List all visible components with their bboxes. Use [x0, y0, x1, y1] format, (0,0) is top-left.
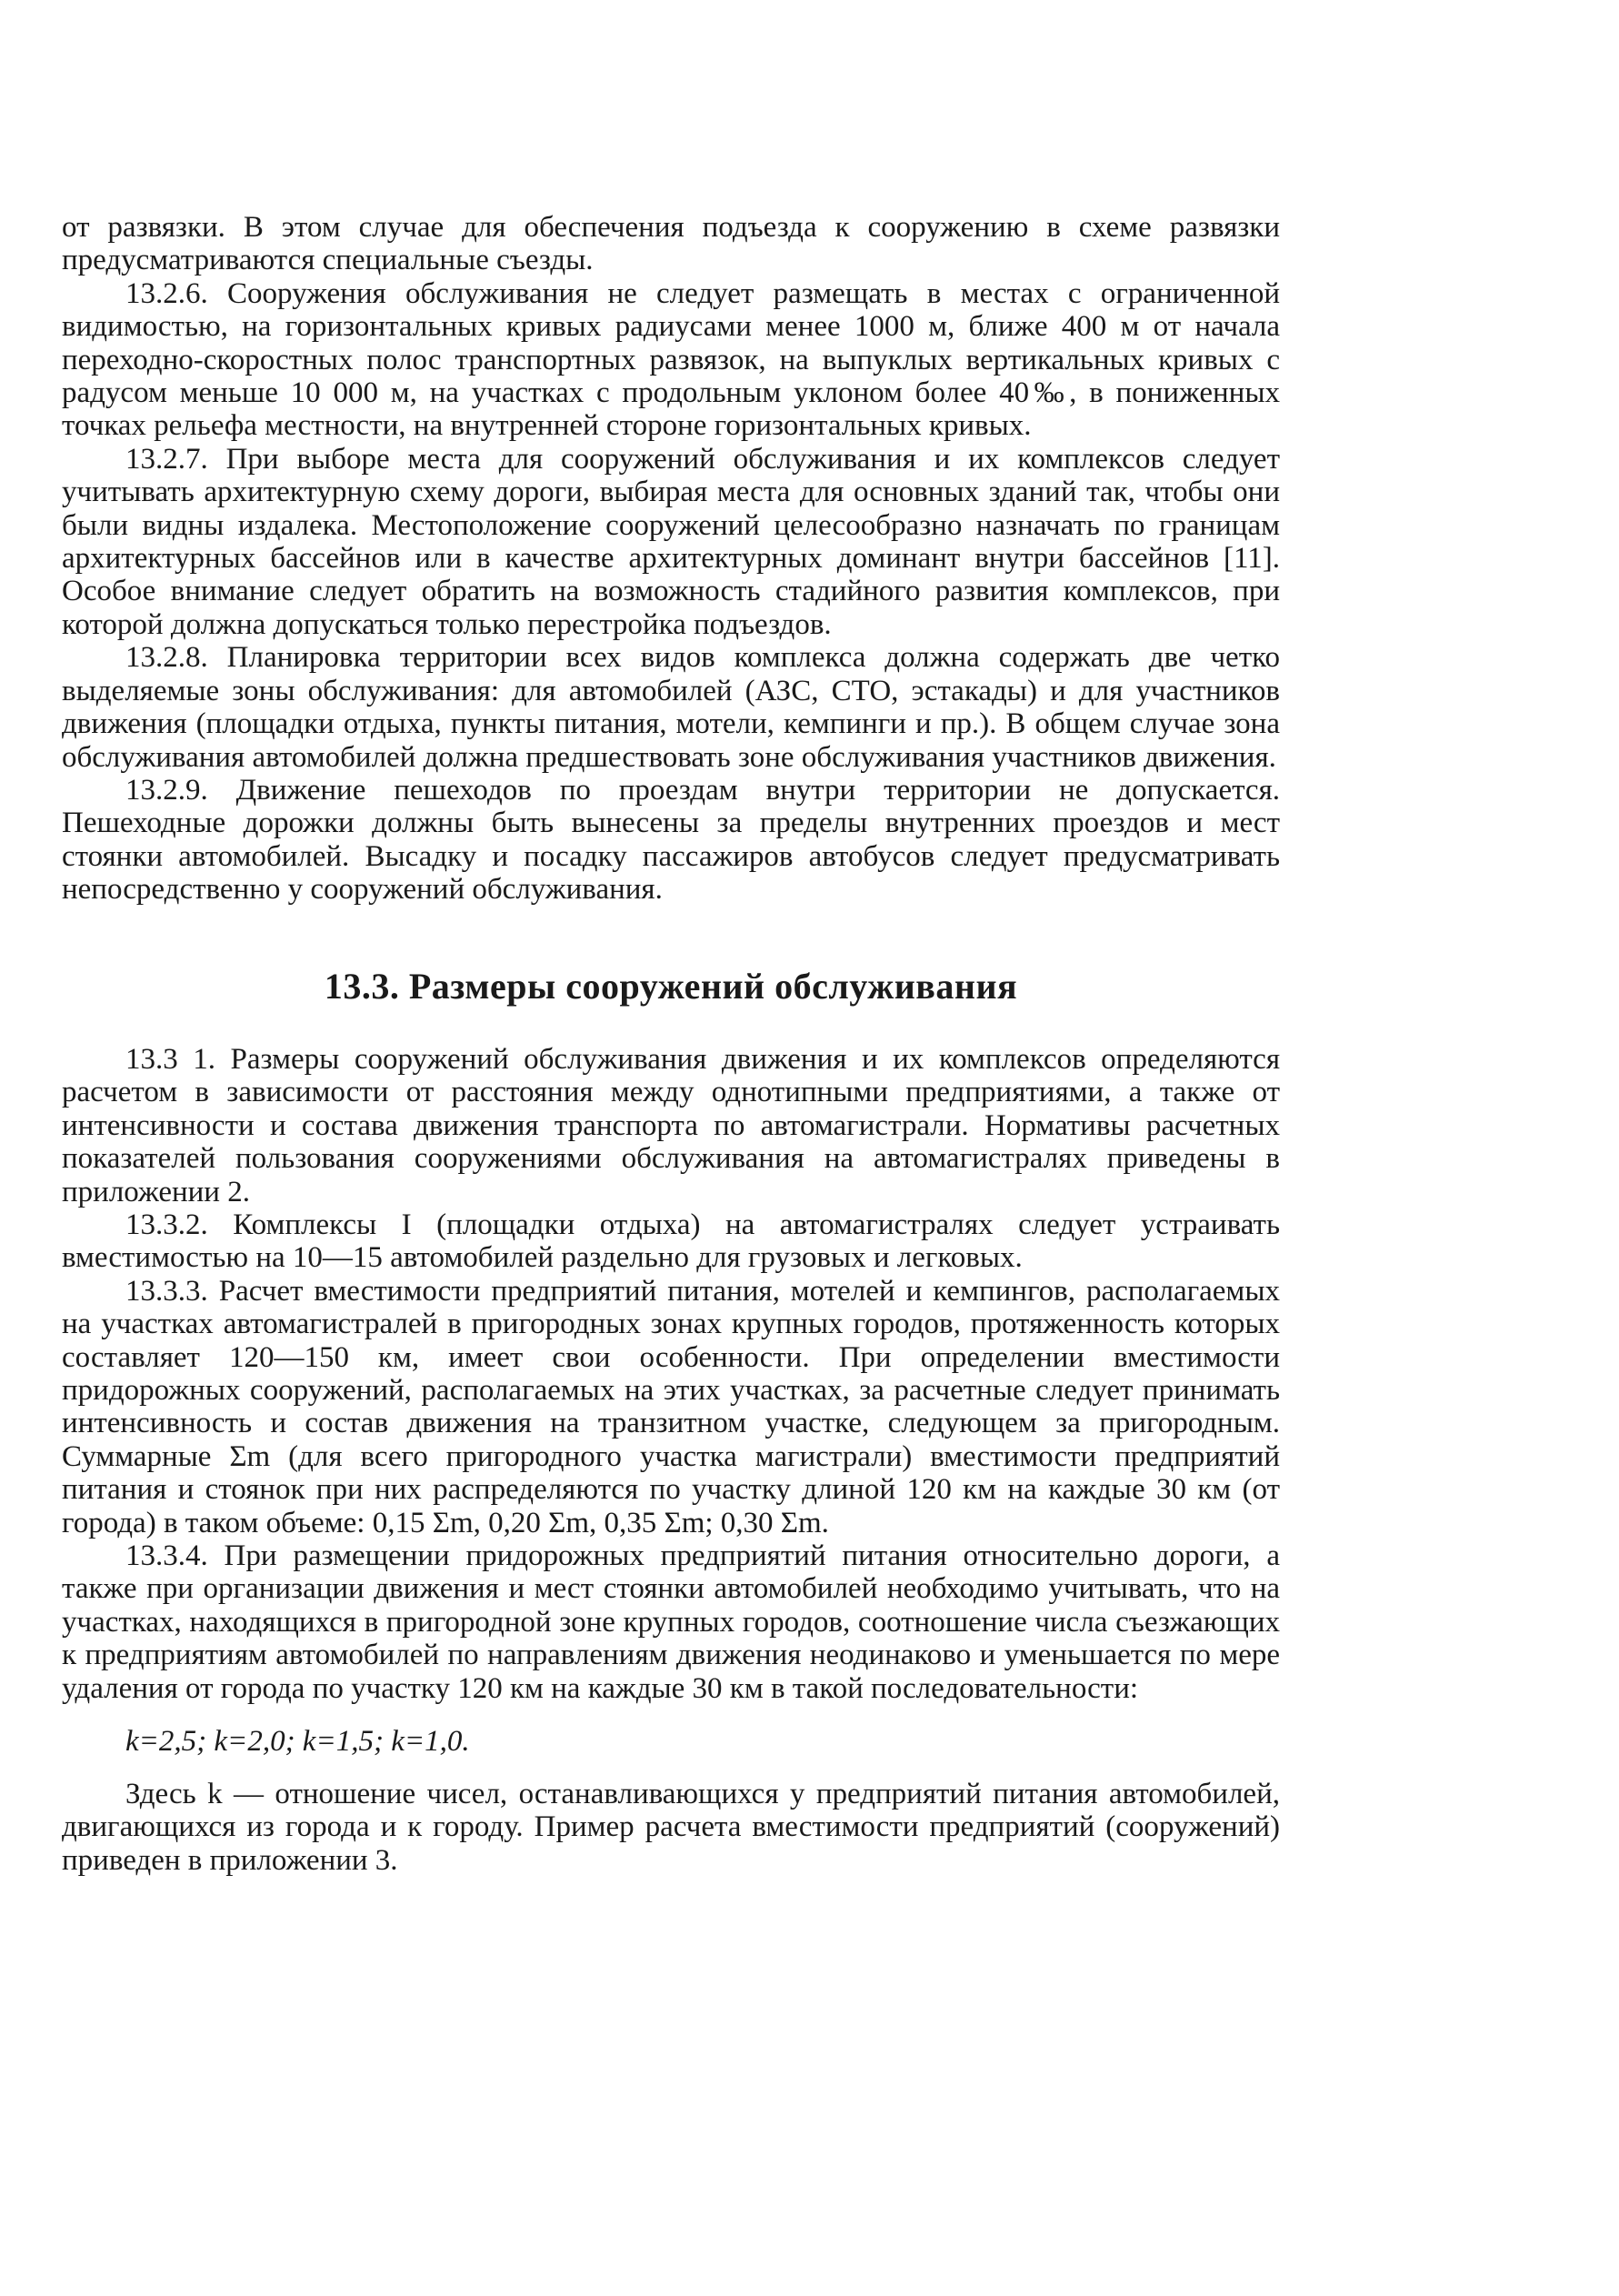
paragraph-13-2-7: 13.2.7. При выборе места для сооружений обслуживания и их комплексов следует учитывать архитектурную схему дороги, выбирая места для основных зданий так, чтобы они были видны издалека. Местоположение сооружений целесообразно назначать по границам архитектурных бассейнов или в качестве архитектурных доминант внутри бассейнов [11]. Особое внимание следует обратить на возможность стадийного развития комплексов, при которой должна допускаться только перестройка подъездов.	[62, 442, 1280, 641]
formula-k-values: k=2,5; k=2,0; k=1,5; k=1,0.	[125, 1725, 470, 1759]
document-page	[62, 211, 1280, 1877]
paragraph-formula-explanation: Здесь k — отношение чисел, останавливающихся у предприятий питания автомобилей, двигающихся из города и к городу. Пример расчета вместимости предприятий (сооружений) приведен в приложении 3.	[62, 1778, 1280, 1877]
paragraph-13-3-1: 13.3 1. Размеры сооружений обслуживания движения и их комплексов определяются расчетом в зависимости от расстояния между однотипными предприятиями, а также от интенсивности и состава движения транспорта по автомагистрали. Нормативы расчетных показателей пользования сооружениями обслуживания на автомагистралях приведены в приложении 2.	[62, 1042, 1280, 1208]
paragraph-continuation: от развязки. В этом случае для обеспечения подъезда к сооружению в схеме развязки предусматриваются специальные съезды.	[62, 211, 1280, 277]
paragraph-13-2-6: 13.2.6. Сооружения обслуживания не следует размещать в местах с ограниченной видимостью, на горизонтальных кривых радиусами менее 1000 м, ближе 400 м от начала переходно-скоростных полос транспортных развязок, на выпуклых вертикальных кривых с радусом меньше 10 000 м, на участках с продольным уклоном более 40‰, в пониженных точках рельефа местности, на внутренней стороне горизонтальных кривых.	[62, 276, 1280, 443]
paragraph-13-3-2: 13.3.2. Комплексы I (площадки отдыха) на автомагистралях следует устраивать вместимостью на 10—15 автомобилей раздельно для грузовых и легковых.	[62, 1208, 1280, 1275]
paragraph-13-2-8: 13.2.8. Планировка территории всех видов комплекса должна содержать две четко выделяемые зоны обслуживания: для автомобилей (АЗС, СТО, эстакады) и для участников движения (площадки отдыха, пункты питания, мотели, кемпинги и пр.). В общем случае зона обслуживания автомобилей должна предшествовать зоне обслуживания участников движения.	[62, 641, 1280, 774]
paragraph-13-3-4: 13.3.4. При размещении придорожных предприятий питания относительно дороги, а также при организации движения и мест стоянки автомобилей необходимо учитывать, что на участках, находящихся в пригородной зоне крупных городов, соотношение числа съезжающих к предприятиям автомобилей по направлениям движения неодинаково и уменьшается по мере удаления от города по участку 120 км на каждые 30 км в такой последовательности:	[62, 1539, 1280, 1705]
section-heading: 13.3. Размеры сооружений обслуживания	[324, 965, 1018, 1007]
paragraph-13-3-3: 13.3.3. Расчет вместимости предприятий питания, мотелей и кемпингов, располагаемых на участках автомагистралей в пригородных зонах крупных городов, протяженность которых составляет 120—150 км, имеет свои особенности. При определении вместимости придорожных сооружений, располагаемых на этих участках, за расчетные следует принимать интенсивность и состав движения на транзитном участке, следующем за пригородным. Суммарные Σm (для всего пригородного участка магистрали) вместимости предприятий питания и стоянок при них распределяются по участку длиной 120 км на каждые 30 км (от города) в таком объеме: 0,15 Σm, 0,20 Σm, 0,35 Σm; 0,30 Σm.	[62, 1274, 1280, 1539]
paragraph-13-2-9: 13.2.9. Движение пешеходов по проездам внутри территории не допускается. Пешеходные дорожки должны быть вынесены за пределы внутренних проездов и мест стоянки автомобилей. Высадку и посадку пассажиров автобусов следует предусматривать непосредственно у сооружений обслуживания.	[62, 773, 1280, 907]
